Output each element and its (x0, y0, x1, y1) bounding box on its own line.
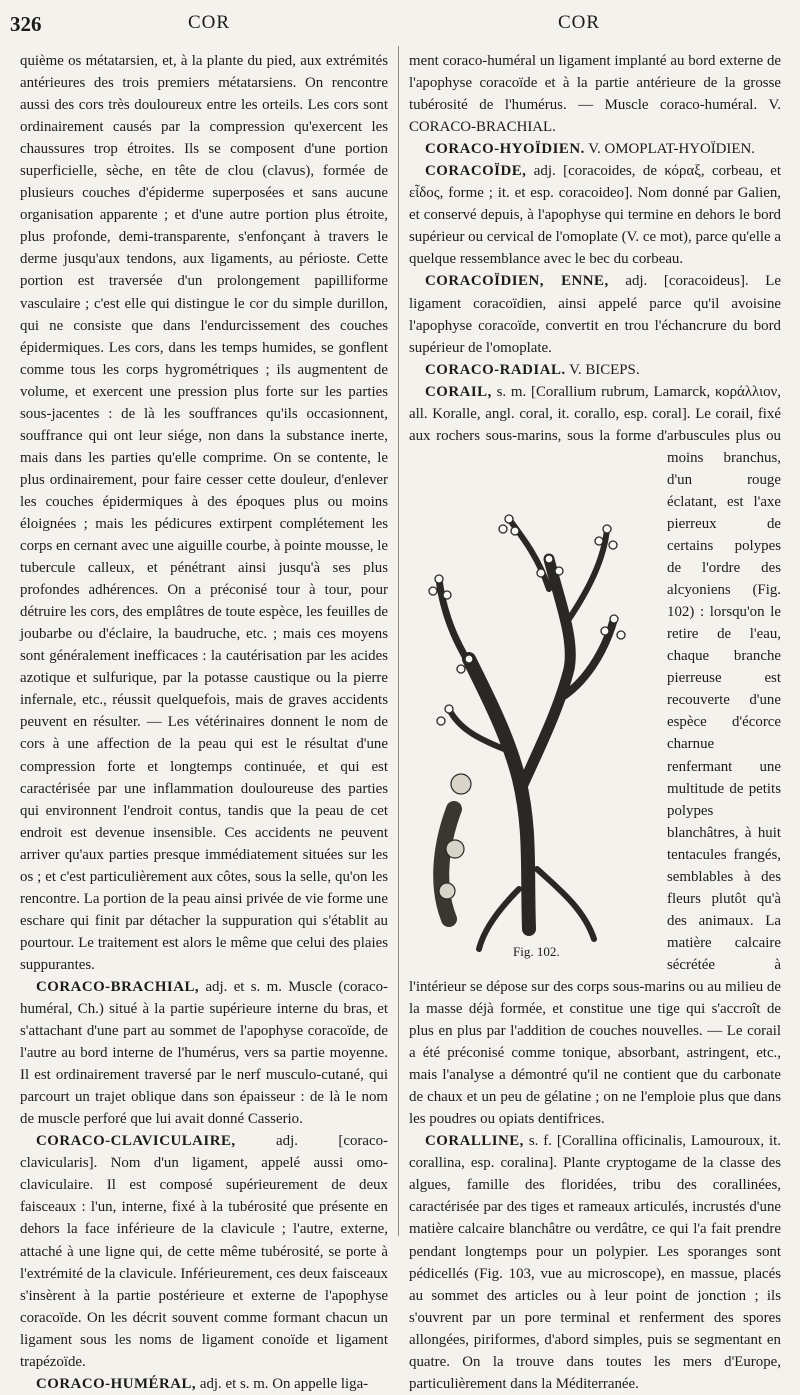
entry-text: V. OMOPLAT-HYOÏDIEN. (584, 141, 755, 158)
figure-102 (409, 449, 659, 964)
entry-text: adj. [coraco-clavicularis]. Nom d'un ligament, appelé aussi omo-claviculaire. Il est composé supérieurement de deux faisceaux : l'un, interne, fixé à la tubérosité que présente en dehors la face inférieure de la clavicule ; l'autre, externe, attaché à une ligne qui, de cette même tubérosité, se porte à l'extrémité de la clavicule. Inférieurement, ces deux faisceaux s'insèrent à la partie postérieure et externe de l'apophyse coracoïde. On les décrit souvent comme formant chacun un ligament sous les noms de ligament conoïde et ligament trapézoïde. (20, 1133, 388, 1370)
left-column (20, 50, 388, 1395)
entry-coraco-brachial (20, 976, 388, 1130)
running-head-left: COR (188, 12, 231, 33)
entry-text: adj. et s. m. On appelle liga- (196, 1375, 369, 1392)
entry-coraco-humeral-continuation: ment coraco-huméral un ligament implanté au bord externe de l'apophyse coracoïde et à la partie antérieure de la grosse tubérosité de l'humérus. — Muscle coraco-huméral. V. CORACO-BRACHIAL. (409, 53, 781, 136)
entry-text: adj. [coracoides, de κόραξ, corbeau, et εἶδος, forme ; it. et esp. coracoideo]. Nom donné par Galien, et conservé depuis, à l'apophyse qui termine en dehors le bord supérieur ou cervical de l'omoplate (V. ce mot), parce qu'elle a quelque ressemblance avec le bec du corbeau. (409, 163, 781, 268)
entry-coracoidien (409, 270, 781, 358)
entry-text: V. BICEPS. (565, 361, 640, 378)
page-header (0, 8, 800, 38)
running-head-right: COR (558, 12, 601, 33)
headword: CORACO-CLAVICULAIRE, (36, 1133, 236, 1150)
entry-coraco-radial (409, 359, 781, 381)
page-number: 326 (10, 12, 42, 36)
right-column (409, 50, 781, 1395)
entry-coraco-hyoidien (409, 138, 781, 160)
headword: CORAIL, (425, 383, 492, 400)
headword: CORACOÏDIEN, ENNE, (425, 273, 609, 290)
entry-coraco-humeral (20, 1373, 388, 1395)
headword: CORALLINE, (425, 1133, 524, 1150)
figure-caption: Fig. 102. (513, 943, 560, 959)
column-divider (398, 46, 399, 1236)
entry-text: s. f. [Corallina officinalis, Lamouroux, it. corallina, esp. coralina]. Plante cryptogame de la classe des algues, famille des floridées, tribu des corallinées, caractérisée par des tiges et rameaux articulés, incrustés d'une matière calcaire blanchâtre ou verdâtre, ce qui l'a fait prendre pendant longtemps pour un polypier. Les sporanges sont pédicellés (Fig. 103, vue au microscope), en massue, placés au sommet des articles ou à leur point de jonction ; ils s'ouvrent par un pore terminal et renferment des spores allongées, piriformes, d'abord simples, puis se segmentant en quatre. On la trouve dans toutes les mers d'Europe, particulièrement dans la Méditerranée. (409, 1133, 781, 1392)
entry-cor-continuation: quième os métatarsien, et, à la plante du pied, aux extrémités antérieures des trois premiers métatarsiens. On rencontre aussi des cors très douloureux entre les orteils. Les cors sont ordinairement causés par la compression qu'exercent les chaussures trop étroites. Ils se composent d'une portion superficielle, sèche, en tête de clou (clavus), formée de plusieurs couches d'épiderme superposées et sans aucune organisation apparente ; et d'une autre portion plus étroite, plus profonde, demi-transparente, s'enfonçant à travers le derme jusqu'aux tendons, aux ligaments, au périoste. Cette portion est traversée d'un prolongement papilliforme vasculaire ; c'est elle qui distingue le cor du simple durillon, qui ne consiste que dans l'endurcissement des couches épidermiques. Les cors, dans les temps humides, se gonflent comme tous les corps hygrométriques ; ils augmentent de volume, et exercent une pression plus forte sur les parties sous-jacentes : de là les souffrances qu'ils occasionnent, souffrance qui ont leur siége, non dans la substance inerte, mais dans les parties qu'elle comprime. On se contente, le plus ordinairement, pour faire cesser cette douleur, d'enlever les couches épidermiques à des époques plus ou moins éloignées ; mais les pédicures extirpent complétement les corps en cernant avec une aiguille courbe, à pointe mousse, le tubercule calleux, et pénétrant ainsi jusqu'à ses plus profondes adhérences. On a préconisé tour à tour, pour détruire les cors, des emplâtres de toute espèce, les feuilles de joubarbe ou d'éclaire, la baudruche, etc. ; mais ces moyens sont généralement inefficaces : la cautérisation par les acides azotique et sulfurique, par la potasse caustique ou la pierre infernale, etc., réussit quelquefois, mais de graves accidents peuvent en résulter. — Les vétérinaires donnent le nom de cors à une affection de la peau qui est le résultat d'une compression forte et longtemps continuée, et qui est caractérisée par une inflammation douloureuse des parties qui environnent l'endroit contus, tandis que la peau de cet endroit est devenue insensible. Ces accidents ne peuvent arriver qu'aux parties presque immédiatement situées sur les os ; et c'est particulièrement aux côtes, sous la selle, qu'on les rencontre. La portion de la peau ainsi privée de vie forme une eschare qui finit par détacher la suppuration qui s'établit au pourtour. Le traitement est alors le même que celui des plaies suppurantes. (20, 53, 388, 973)
entry-text-rest: sous la forme d'arbuscules plus ou moins branchus, d'un rouge éclatant, est l'axe pierreux de certains polypes de l'ordre des alcyoniens (Fig. 102) : lorsqu'on le retire de l'eau, chaque branche pierreuse est recouverte d'une espèce d'écorce charnue renfermant une multitude de petits polypes blanchâtres, à huit tentacules frangés, semblables à des fleurs plutôt qu'à des animaux. La matière calcaire sécrétée à l'intérieur se dépose sur des corps sous-marins ou au milieu de la masse déjà formée, et constitue une tige qui s'accroît de plus en plus par l'addition de couches nouvelles. — Le corail a été préconisé comme tonique, absorbant, astringent, etc., mais l'analyse a démontré qu'il ne contient que du carbonate de chaux et un peu de gélatine ; on ne l'emploie plus que dans les poudres ou opiats dentifrices. (409, 427, 781, 1128)
entry-text: adj. et s. m. Muscle (coraco-huméral, Ch.) situé à la partie supérieure interne du bras, et s'attachant d'une part au sommet de l'apophyse coracoïde, de l'autre au bord interne de l'humérus, vers sa partie moyenne. Il est ordinairement traversé par le nerf musculo-cutané, qui parcourt un trajet oblique dans son épaisseur : de là le nom de muscle perforé que lui avait donné Casserio. (20, 978, 388, 1128)
entry-coralline (409, 1130, 781, 1395)
entry-text: adj. [coracoideus]. Le ligament coracoïdien, ainsi appelé parce qu'il avoisine l'apophyse coracoïde, convertit en trou l'échancrure du bord supérieur de l'omoplate. (409, 273, 782, 356)
entry-corail (409, 381, 781, 1131)
headword: CORACO-RADIAL. (425, 361, 566, 378)
entry-coracoide (409, 160, 781, 270)
entry-text-intro: s. m. [Corallium rubrum, Lamarck, κοράλλιον, all. Koralle, angl. coral, it. corallo, esp. coral]. Le corail, fixé aux rochers sous-marins, (409, 383, 781, 444)
headword: CORACOÏDE, (425, 163, 527, 180)
headword: CORACO-HYOÏDIEN. (425, 141, 585, 158)
coral-engraving-icon (409, 449, 659, 964)
headword: CORACO-HUMÉRAL, (36, 1375, 197, 1392)
headword: CORACO-BRACHIAL, (36, 978, 200, 995)
